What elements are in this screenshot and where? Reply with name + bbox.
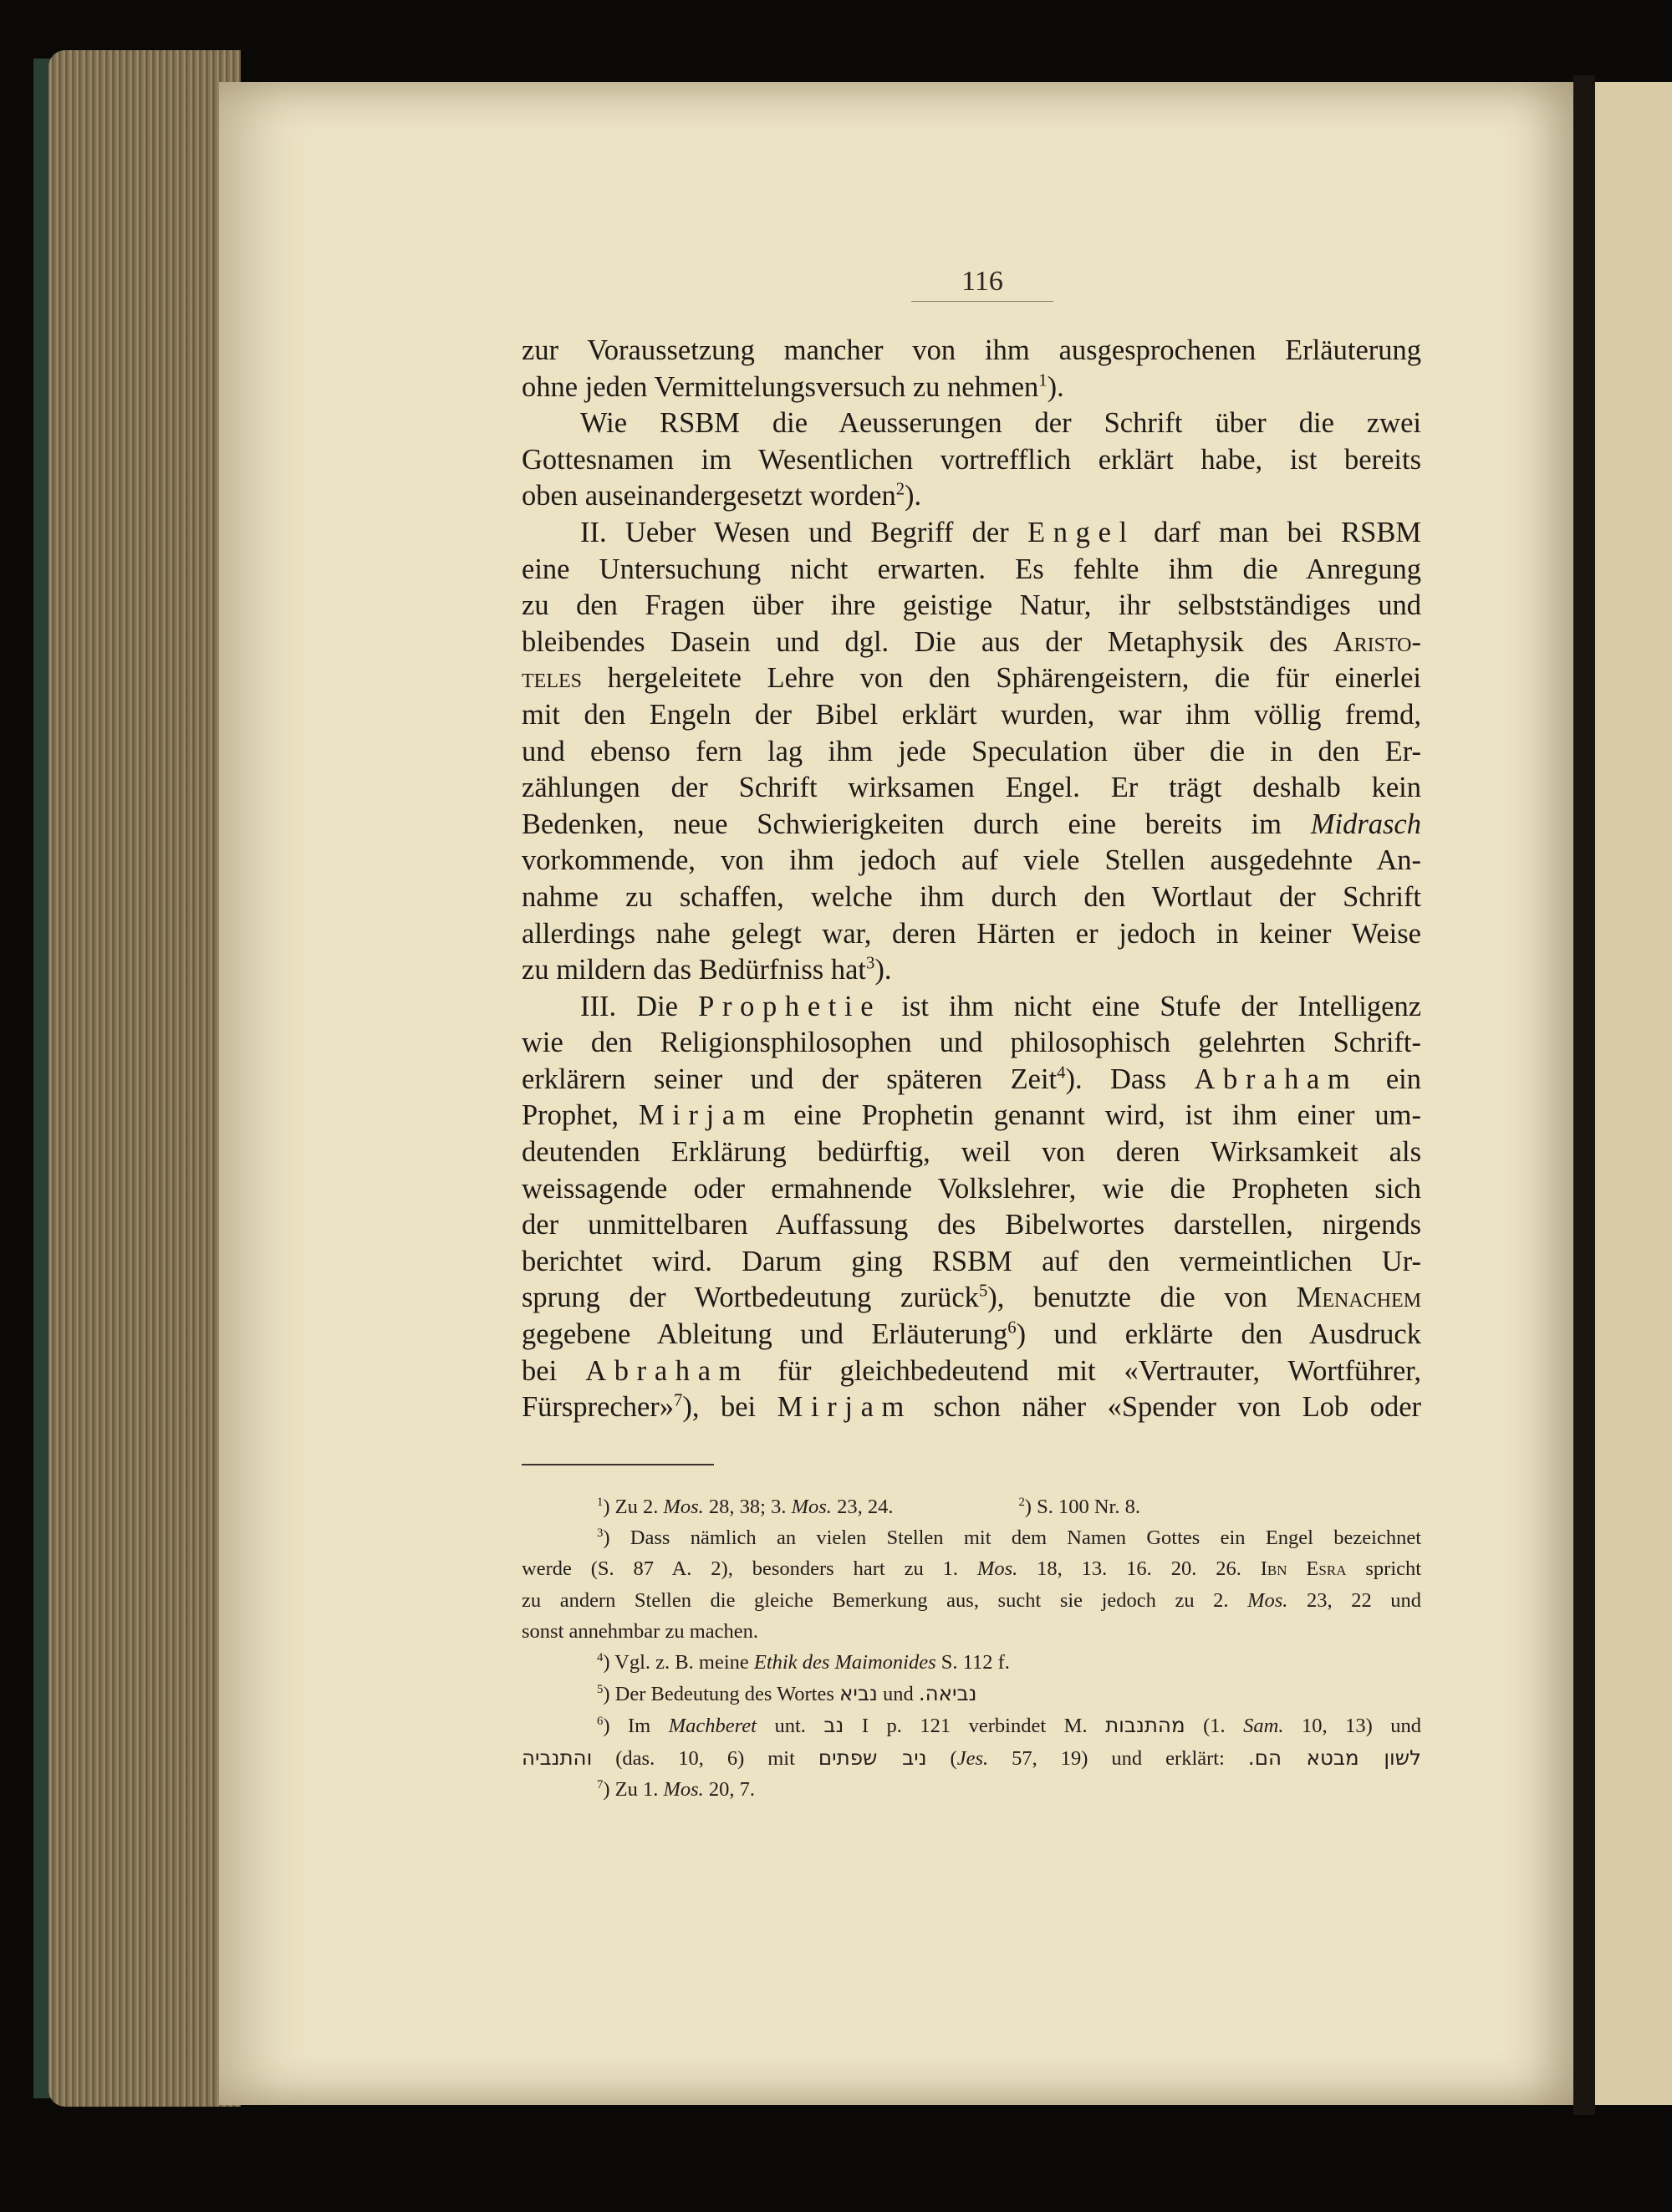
text-line: sprung der Wortbedeutung zurück$^5$), benutzte die von Menachem <box>522 1282 1422 1314</box>
text-line: zu mildern das Bedürfniss hat$^3$). <box>522 954 892 986</box>
text-line: weissagende oder ermahnende Volkslehrer, wie die Propheten sich <box>522 1172 1421 1205</box>
footnote-5: $^5$) Der Bedeutung des Wortes נביא und נביאה. <box>597 1681 977 1706</box>
text-line: bei Abraham für gleichbedeutend mit «Vertrauter, Wortführer, <box>522 1354 1422 1387</box>
text-line: eine Untersuchung nicht erwarten. Es fehlte ihm die Anregung <box>522 553 1421 585</box>
footnote-ref[interactable]: 6 <box>1007 1318 1017 1338</box>
footnote-3: $^3$) Dass nämlich an vielen Stellen mit dem Namen Gottes ein Engel bezeichnet <box>597 1526 1421 1550</box>
text-line: und ebenso fern lag ihm jede Speculation über die in den Er- <box>522 735 1421 767</box>
text-line: nahme zu schaffen, welche ihm durch den Wortlaut der Schrift <box>522 880 1421 913</box>
text-line: III. Die Prophetie ist ihm nicht eine Stufe der Intelligenz <box>580 990 1422 1022</box>
text-line: ohne jeden Vermittelungsversuch zu nehmen$^1$). <box>522 370 1064 403</box>
footnote-3-cont: zu andern Stellen die gleiche Bemerkung aus, sucht sie jedoch zu 2. Mos. 23, 22 und <box>522 1588 1422 1612</box>
text-line: teles hergeleitete Lehre von den Sphärengeistern, die für einerlei <box>522 662 1422 695</box>
footnote-ref[interactable]: 1 <box>1038 371 1048 390</box>
footnotes <box>522 1491 1421 1805</box>
text-line: deutenden Erklärung bedürftig, weil von deren Wirksamkeit als <box>522 1136 1421 1169</box>
text-line: Gottesnamen im Wesentlichen vortrefflich erklärt habe, ist bereits <box>522 443 1421 476</box>
text-line: allerdings nahe gelegt war, deren Härten er jedoch in keiner Weise <box>522 917 1421 950</box>
text-line: zur Voraussetzung mancher von ihm ausgesprochenen Erläuterung <box>522 334 1421 366</box>
footnote-ref[interactable]: 2 <box>895 480 905 499</box>
text-line: bleibendes Dasein und dgl. Die aus der Metaphysik des Aristo- <box>522 625 1421 658</box>
text-line: oben auseinandergesetzt worden$^2$). <box>522 480 922 512</box>
footnote-4: $^4$) Vgl. z. B. meine Ethik des Maimonides S. 112 f. <box>597 1650 1010 1674</box>
text-line: der unmittelbaren Auffassung des Bibelwortes darstellen, nirgends <box>522 1209 1421 1241</box>
footnote-1: $^1$) Zu 2. Mos. 28, 38; 3. Mos. 23, 24. $^2$) S. 100 Nr. 8. <box>597 1495 1140 1518</box>
footnote-3-cont: sonst annehmbar zu machen. <box>522 1619 759 1643</box>
text-line: berichtet wird. Darum ging RSBM auf den vermeintlichen Ur- <box>522 1245 1421 1277</box>
text-line: Wie RSBM die Aeusserungen der Schrift über die zwei <box>580 407 1421 440</box>
text-line: Bedenken, neue Schwierigkeiten durch eine bereits im Midrasch <box>522 808 1421 840</box>
footnote-2: 2 <box>1018 1495 1025 1509</box>
text-line: Fürsprecher»$^7$), bei Mirjam schon näher «Spender von Lob oder <box>522 1391 1421 1424</box>
text-line: vorkommende, von ihm jedoch auf viele Stellen ausgedehnte An- <box>522 844 1421 877</box>
text-line: mit den Engeln der Bibel erklärt wurden, war ihm völlig fremd, <box>522 698 1421 731</box>
footnote-3-cont: werde (S. 87 A. 2), besonders hart zu 1. Mos. 18, 13. 16. 20. 26. Ibn Esra spricht <box>522 1557 1422 1581</box>
footnote-6-cont: והתנביה (das. 10, 6) mit ניב שפתים (Jes. 57, 19) und erklärt: לשון מבטא הם. <box>522 1745 1421 1770</box>
footnote-divider <box>522 1464 714 1465</box>
text-line: zählungen der Schrift wirksamen Engel. Er trägt deshalb kein <box>522 772 1421 804</box>
text-line: Prophet, Mirjam eine Prophetin genannt wird, ist ihm einer um- <box>522 1099 1421 1132</box>
facing-page-edge <box>1595 82 1672 2105</box>
text-line: gegebene Ableitung und Erläuterung$^6$) und erklärte den Ausdruck <box>522 1318 1421 1351</box>
footnote-7: $^7$) Zu 1. Mos. 20, 7. <box>597 1777 756 1801</box>
footnote-6: $^6$) Im Machberet unt. נב I p. 121 verbindet M. מהתנבות (1. Sam. 10, 13) und <box>597 1713 1421 1738</box>
text-line: zu den Fragen über ihre geistige Natur, ihr selbstständiges und <box>522 589 1421 622</box>
text-line: II. Ueber Wesen und Begriff der Engel darf man bei RSBM <box>580 516 1422 548</box>
book-gutter <box>1573 75 1595 2115</box>
footnote-ref[interactable]: 4 <box>1057 1063 1066 1083</box>
book-page-edges <box>48 50 241 2107</box>
text-line: wie den Religionsphilosophen und philosophisch gelehrten Schrift- <box>522 1027 1421 1059</box>
footnote-ref[interactable]: 5 <box>978 1282 988 1301</box>
text-line: erklärern seiner und der späteren Zeit$^4$). Dass Abraham ein <box>522 1063 1422 1095</box>
main-text <box>522 333 1421 1426</box>
footnote-ref[interactable]: 7 <box>674 1391 683 1410</box>
footnote-ref[interactable]: 3 <box>866 954 875 973</box>
page-number: 116 <box>911 266 1053 302</box>
